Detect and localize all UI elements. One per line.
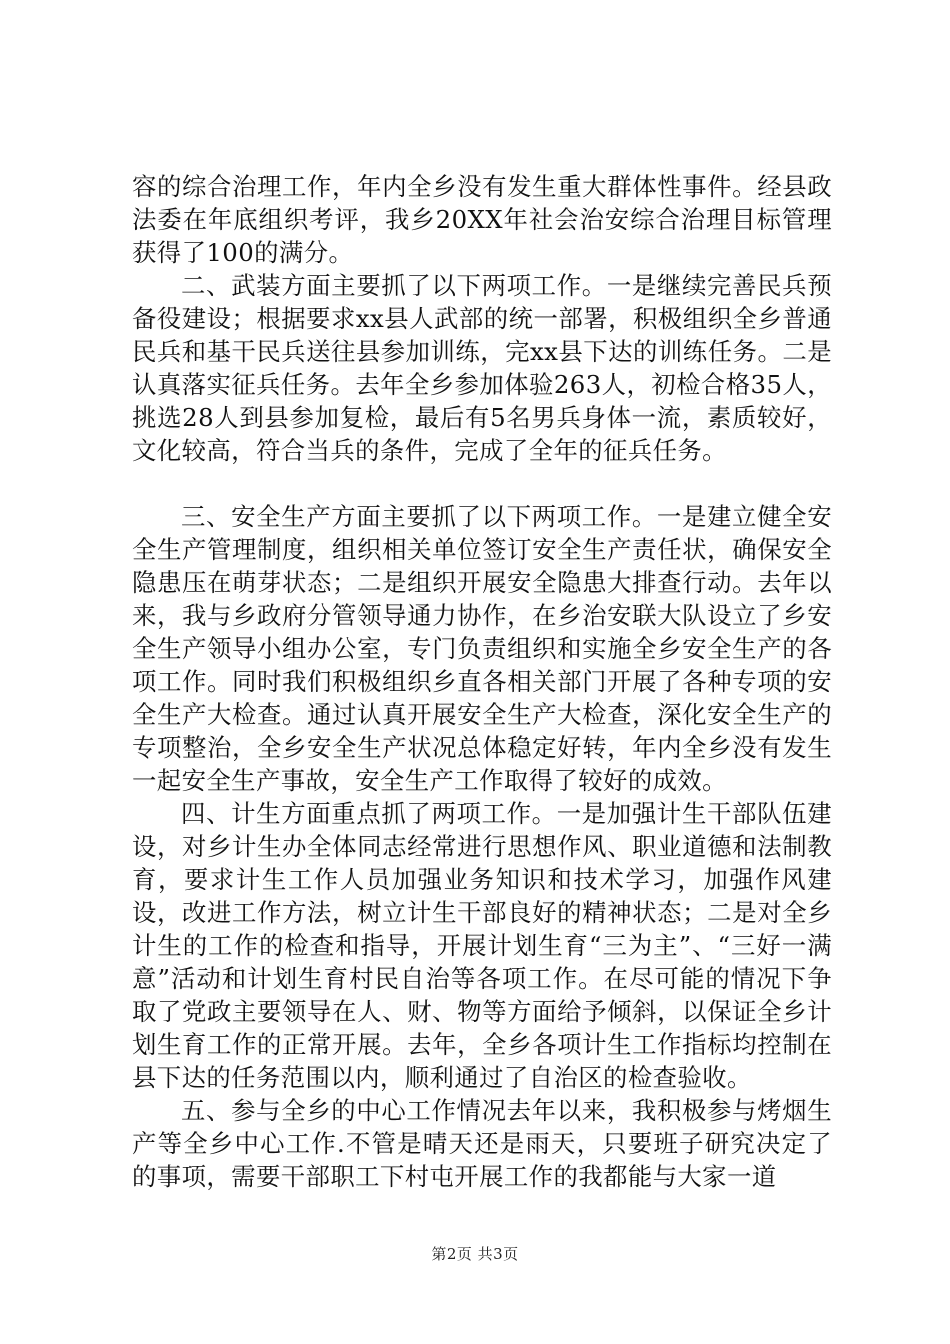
paragraph-family-planning: 四、计生方面重点抓了两项工作。一是加强计生干部队伍建设，对乡计生办全体同志经常进行思想作风、职业道德和法制教育，要求计生工作人员加强业务知识和技术学习，加强作风建设，改进工作方法，树立计生干部良好的精神状态；二是对全乡计生的工作的检查和指导，开展计划生育“三为主”、“三好一满意”活动和计划生育村民自治等各项工作。在尽可能的情况下争取了党政主要领导在人、财、物等方面给予倾斜，以保证全乡计划生育工作的正常开展。去年，全乡各项计生工作指标均控制在县下达的任务范围以内，顺利通过了自治区的检查验收。 [132,799,832,1092]
paragraph-continuation: 容的综合治理工作，年内全乡没有发生重大群体性事件。经县政法委在年底组织考评，我乡20XX年社会治安综合治理目标管理获得了100的满分。 [132,172,832,267]
paragraph-armed-forces: 二、武装方面主要抓了以下两项工作。一是继续完善民兵预备役建设；根据要求xx县人武部的统一部署，积极组织全乡普通民兵和基干民兵送往县参加训练，完xx县下达的训练任务。二是认真落实征兵任务。去年全乡参加体验263人，初检合格35人，挑选28人到县参加复检，最后有5名男兵身体一流，素质较好，文化较高，符合当兵的条件，完成了全年的征兵任务。 [132,271,832,465]
page-number-footer: 第2页 共3页 [431,1245,519,1263]
paragraph-central-work: 五、参与全乡的中心工作情况去年以来，我积极参与烤烟生产等全乡中心工作.不管是晴天还是雨天，只要班子研究决定了的事项，需要干部职工下村屯开展工作的我都能与大家一道 [132,1096,832,1191]
document-body [132,170,832,1193]
paragraph-safety-production: 三、安全生产方面主要抓了以下两项工作。一是建立健全安全生产管理制度，组织相关单位签订安全生产责任状，确保安全隐患压在萌芽状态；二是组织开展安全隐患大排查行动。去年以来，我与乡政府分管领导通力协作，在乡治安联大队设立了乡安全生产领导小组办公室，专门负责组织和实施全乡安全生产的各项工作。同时我们积极组织乡直各相关部门开展了各种专项的安全生产大检查。通过认真开展安全生产大检查，深化安全生产的专项整治，全乡安全生产状况总体稳定好转，年内全乡没有发生一起安全生产事故，安全生产工作取得了较好的成效。 [132,502,832,795]
